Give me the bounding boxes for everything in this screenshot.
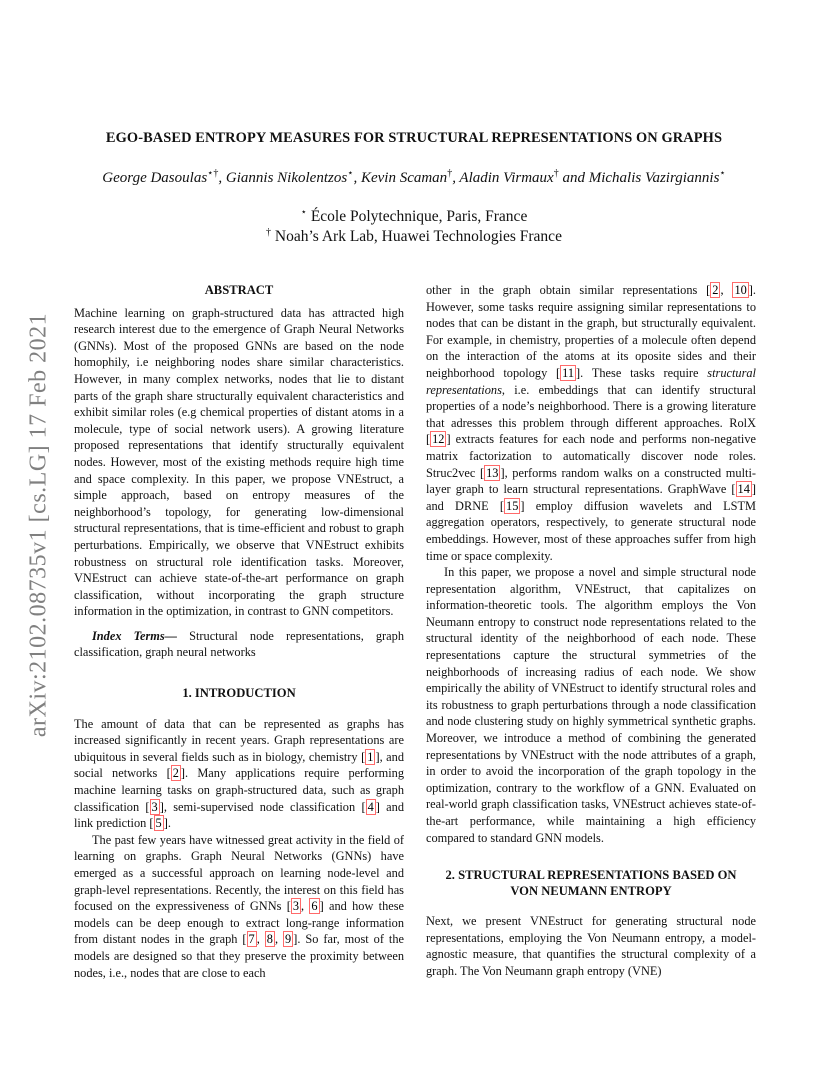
intro-paragraph-1: The amount of data that can be represented as graphs has increased significantly in recent years. Graph representations are ubiquitous in several fields such as in biology, chemistry [ 1 ], and social networks [ 2 ]. Many applications require performing machine learning tasks on graph-structured data, such as graph classification [ 3 ], semi-supervised node classification [ 4 ] and link prediction [ 5 ]. [74, 716, 405, 831]
arxiv-sidebar [24, 290, 54, 760]
index-terms [74, 628, 404, 661]
abstract-text: Machine learning on graph-structured data has attracted high research interest due to the emergence of Graph Neural Networks (GNNs). Most of the proposed GNNs are based on the node homophily, i.e neighboring nodes share similar characteristics. However, in many complex networks, nodes that lie to distant parts of the graph share structurally equivalent characteristics and exhibit similar roles (e.g chemical properties of distant atoms in a molecule, type of social network users). A growing literature proposed representations that identify structurally equivalent nodes. However, most of the existing methods require high time and space complexity. In this paper, we propose VNEstruct, a simple approach, based on entropy measures of the neighborhood’s topology, for generating low-dimensional structural representations, that is time-efficient and robust to graph perturbations. Empirically, we observe that VNEstruct exhibits robustness on structural role identification tasks. Moreover, VNEstruct can achieve state-of-the-art performance on graph classification, without incorporating the graph structure information in the optimization, in contrast to GNN competitors. [74, 305, 404, 619]
author-mark: ⋆ [347, 168, 354, 179]
affiliation-mark: † [266, 227, 272, 238]
author-name: Aladin Virmaux [459, 170, 554, 186]
author-mark: † [447, 168, 453, 179]
affiliation [0, 227, 828, 246]
index-terms-text: Structural node representations, graph classification, graph neural networks [74, 628, 404, 660]
citation[interactable]: [ 3 ] [145, 799, 164, 814]
section-heading-structural-representations: 2. STRUCTURAL REPRESENTATIONS BASED ON VON NEUMANN ENTROPY [445, 868, 737, 898]
citation[interactable]: [ 13 ] [479, 465, 505, 480]
intro-paragraph-2-continued: other in the graph obtain similar representations [ 2 , 10 ]. However, some tasks require assigning similar representations to nodes that can be distant in the graph, but structurally equivalent. For example, in chemistry, properties of a molecule often depend on the interaction of the atoms at its oposite sides and their neighborhood topology [ 11 ]. These tasks require structural representations, i.e. embeddings that can identify structural properties of a node’s neighborhood. There is a growing literature that adresses this problem through different approaches. RolX [ 12 ] extracts features for each node and performs non-negative matrix factorization to automatically discover node roles. Struc2vec [ 13 ], performs random walks on a constructed multi-layer graph to learn structural representations. GraphWave [ 14 ] and DRNE [ 15 ] employ diffusion wavelets and LSTM aggregation operators, respectively, to generate structural node embeddings. However, most of these approaches suffer from high time or space complexity. [426, 283, 756, 563]
citation[interactable]: [ 7 , 8 , 9 ] [242, 932, 298, 947]
citation[interactable]: [ 11 ] [556, 365, 581, 380]
citation[interactable]: [ 14 ] [731, 482, 756, 497]
affiliation-text: École Polytechnique, Paris, France [310, 208, 528, 226]
author-list: George Dasoulas⋆†, Giannis Nikolentzos⋆, Kevin Scaman†, Aladin Virmaux† and Michalis Vazirgiannis⋆ [102, 168, 726, 186]
citation[interactable]: [ 5 ] [149, 816, 168, 831]
section-heading-introduction: 1. INTRODUCTION [182, 686, 296, 701]
index-terms-label: Index Terms— [92, 628, 178, 643]
citation[interactable]: [ 4 ] [361, 799, 380, 814]
author-mark: ⋆ [719, 168, 726, 179]
citation[interactable]: [ 2 ] [166, 766, 185, 781]
author-name: Kevin Scaman [360, 170, 448, 186]
affiliation-mark: ⋆ [300, 207, 307, 218]
author-mark: ⋆† [207, 168, 219, 179]
citation[interactable]: [ 15 ] [499, 498, 525, 513]
citation[interactable]: [ 12 ] [426, 432, 451, 447]
arxiv-identifier: arXiv:2102.08735v1 [cs.LG] 17 Feb 2021 [25, 312, 52, 738]
citation[interactable]: [ 3 , 6 ] [286, 899, 324, 914]
author-name: Giannis Nikolentzos [225, 170, 348, 186]
affiliation-text: Noah’s Ark Lab, Huawei Technologies France [274, 228, 562, 246]
section2-paragraph-1: Next, we present VNEstruct for generating structural node representations, employing the Von Neumann entropy, a model-agnostic measure, that quantifies the structural complexity of a graph. The Von Neumann graph entropy (VNE) [426, 914, 756, 978]
author-mark: † [553, 168, 559, 179]
emphasis: structural representations [426, 365, 756, 397]
affiliation [0, 207, 828, 226]
intro-paragraph-2: The past few years have witnessed great activity in the field of learning on graphs. Graph Neural Networks (GNNs) have emerged as a successful approach on learning node-level and graph-level representations. Recently, the interest on this field has focused on the expressiveness of GNNs [ 3 , 6 ] and how these models can be deep enough to extract long-range information from distant nodes in the graph [ 7 , 8 , 9 ]. So far, most of the models are designed so that they preserve the proximity between nodes, i.e., nodes that are close to each [74, 832, 405, 980]
left-column [74, 282, 404, 981]
citation[interactable]: [ 2 , 10 ] [706, 283, 753, 297]
right-column [426, 282, 756, 980]
intro-paragraph-3: In this paper, we propose a novel and simple structural node representation algorithm, VNEstruct, that capitalizes on information-theoretic tools. The algorithm employs the Von Neumann entropy to construct node representations related to the structural identity of the neighborhood of each node. These representations capture the structural symmetries of the neighborhoods of increasing radius of each node. We show empirically the ability of VNEstruct to identify structural roles and its robustness to graph perturbations through a node classification and node clustering study on highly symmetrical synthetic graphs. Moreover, we introduce a method of combining the generated representations by VNEstruct with the node attributes of a graph, in order to avoid the incorporation of the graph topology in the optimization, contrary to the workflow of a GNN. Evaluated on real-world graph classification tasks, VNEstruct achieves state-of-the-art performance, while maintaining a high efficiency compared to standard GNN models. [426, 565, 756, 845]
abstract-heading: ABSTRACT [204, 283, 274, 297]
author-name: George Dasoulas [102, 170, 208, 186]
author-name: Michalis Vazirgiannis [588, 170, 720, 186]
citation[interactable]: [ 1 ] [361, 749, 380, 764]
paper-title: EGO-BASED ENTROPY MEASURES FOR STRUCTURAL REPRESENTATIONS ON GRAPHS [105, 130, 723, 146]
